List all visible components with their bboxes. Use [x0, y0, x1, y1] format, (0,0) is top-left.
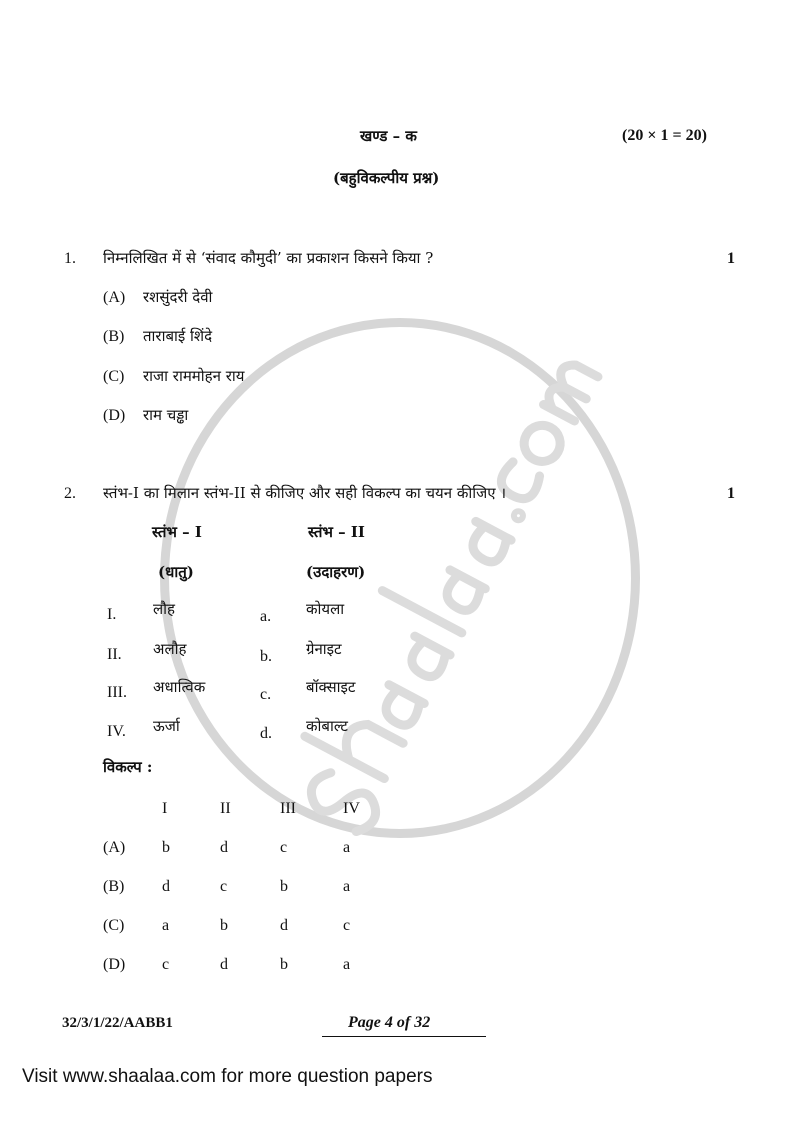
column2-item: बॉक्साइट — [306, 678, 356, 696]
column1-subtitle: (धातु) — [158, 563, 194, 581]
row-numeral: IV. — [107, 723, 126, 740]
option-cell: c — [162, 956, 170, 973]
row-numeral: II. — [107, 646, 122, 663]
column2-title: स्तंभ – II — [308, 523, 365, 541]
column2-subtitle: (उदाहरण) — [306, 563, 366, 581]
option-cell: a — [162, 917, 170, 934]
option-cell: b — [280, 956, 288, 973]
visit-link-text: Visit www.shaalaa.com for more question papers — [22, 1066, 433, 1087]
column2-item: कोबाल्ट — [306, 717, 348, 735]
row-numeral: III. — [107, 684, 127, 701]
option-cell: a — [343, 839, 351, 856]
option-cell: a — [343, 878, 351, 895]
paper-code: 32/3/1/22/AABB1 — [62, 1015, 173, 1031]
row-letter: a. — [260, 608, 272, 625]
row-letter: b. — [260, 648, 272, 665]
footer-underline — [322, 1036, 486, 1037]
options-column-header: I — [162, 800, 168, 817]
option-label: (B) — [103, 878, 125, 895]
section-marks: (20 × 1 = 20) — [622, 127, 707, 144]
option-label: (D) — [103, 956, 126, 973]
q2-marks: 1 — [727, 485, 735, 502]
column1-item: ऊर्जा — [153, 717, 180, 735]
option-label: (C) — [103, 368, 125, 385]
section-title: खण्ड – क — [360, 127, 417, 145]
q1-marks: 1 — [727, 250, 735, 267]
option-text: रशसुंदरी देवी — [143, 288, 213, 306]
options-column-header: II — [220, 800, 231, 817]
option-cell: d — [162, 878, 170, 895]
row-numeral: I. — [107, 606, 117, 623]
column1-item: अधात्विक — [153, 678, 206, 696]
option-label: (D) — [103, 407, 126, 424]
column2-item: कोयला — [306, 600, 345, 618]
column1-title: स्तंभ – I — [152, 523, 202, 541]
column1-item: लौह — [153, 600, 176, 618]
option-cell: b — [280, 878, 288, 895]
option-label: (B) — [103, 328, 125, 345]
option-cell: b — [162, 839, 170, 856]
options-label: विकल्प : — [103, 758, 153, 776]
options-column-header: IV — [343, 800, 360, 817]
option-cell: d — [220, 956, 228, 973]
q1-number: 1. — [64, 250, 76, 267]
page-number: Page 4 of 32 — [348, 1014, 431, 1031]
option-cell: d — [280, 917, 288, 934]
option-label: (C) — [103, 917, 125, 934]
q2-number: 2. — [64, 485, 76, 502]
options-column-header: III — [280, 800, 296, 817]
section-subtitle: (बहुविकल्पीय प्रश्न) — [333, 169, 440, 187]
option-label: (A) — [103, 839, 126, 856]
option-label: (A) — [103, 289, 126, 306]
option-text: ताराबाई शिंदे — [143, 327, 213, 345]
row-letter: c. — [260, 686, 272, 703]
option-text: राम चड्ढा — [143, 406, 189, 424]
row-letter: d. — [260, 725, 272, 742]
q2-text: स्तंभ-I का मिलान स्तंभ-II से कीजिए और सही विकल्प का चयन कीजिए । — [103, 484, 507, 502]
option-cell: c — [343, 917, 351, 934]
option-cell: c — [280, 839, 288, 856]
option-text: राजा राममोहन राय — [143, 367, 245, 385]
column2-item: ग्रेनाइट — [306, 640, 342, 658]
option-cell: c — [220, 878, 228, 895]
watermark-circle — [160, 318, 640, 838]
option-cell: d — [220, 839, 228, 856]
option-cell: a — [343, 956, 351, 973]
option-cell: b — [220, 917, 228, 934]
q1-text: निम्नलिखित में से ‘संवाद कौमुदी’ का प्रकाशन किसने किया ? — [103, 249, 434, 267]
column1-item: अलौह — [153, 640, 187, 658]
